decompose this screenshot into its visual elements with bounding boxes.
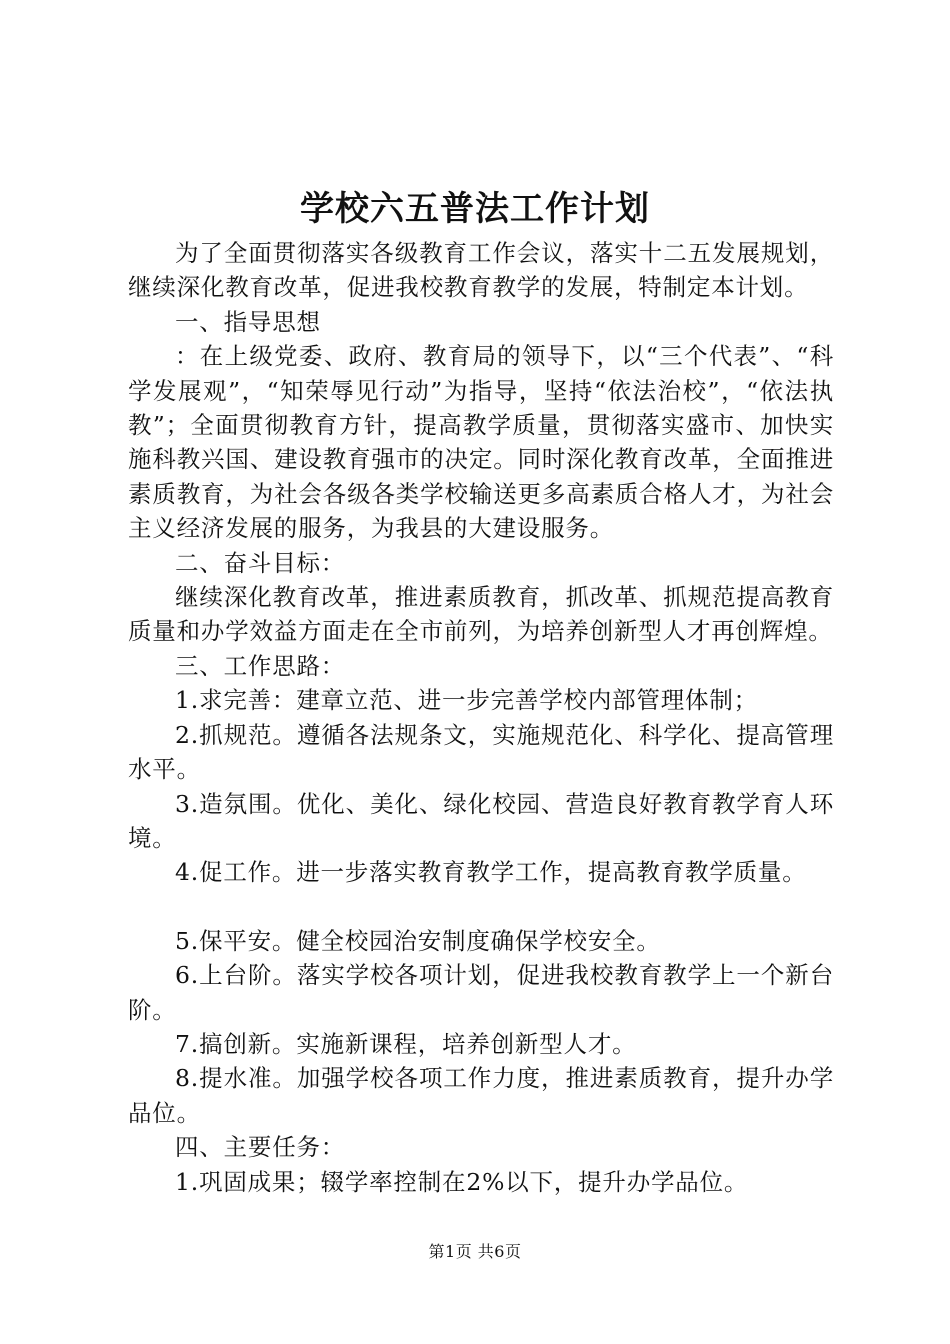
- list-item: 7.搞创新。实施新课程，培养创新型人才。: [175, 1029, 637, 1058]
- list-item: 2.抓规范。遵循各法规条文，实施规范化、科学化、提高管理水平。: [128, 720, 834, 784]
- list-item: 4.促工作。进一步落实教育教学工作，提高教育教学质量。: [175, 858, 807, 887]
- document-body: [128, 236, 834, 1199]
- blank-line: [128, 890, 834, 924]
- list-item: 3.造氛围。优化、美化、绿化校园、营造良好教育教学育人环境。: [128, 789, 834, 852]
- list-item: 1.求完善：建章立范、进一步完善学校内部管理体制；: [175, 686, 758, 715]
- guiding-thought-paragraph: ：在上级党委、政府、教育局的领导下，以“三个代表”、“科学发展观”，“知荣辱见行动”为指导，坚持“依法治校”，“依法执教”；全面贯彻教育方针，提高教学质量，贯彻落实盛市、加快实施科教兴国、建设教育强市的决定。同时深化教育改革，全面推进素质教育，为社会各级各类学校输送更多高素质合格人才，为社会主义经济发展的服务，为我县的大建设服务。: [128, 342, 834, 543]
- section-heading-goals: 二、奋斗目标：: [175, 548, 346, 577]
- page-number-footer: 第1页 共6页: [428, 1242, 522, 1261]
- goals-paragraph: 继续深化教育改革，推进素质教育，抓改革、抓规范提高教育质量和办学效益方面走在全市前列，为培养创新型人才再创辉煌。: [128, 583, 834, 646]
- section-heading-guiding-thought: 一、指导思想: [175, 307, 321, 336]
- list-item: 8.提水准。加强学校各项工作力度，推进素质教育，提升办学品位。: [128, 1064, 834, 1127]
- list-item: 6.上台阶。落实学校各项计划，促进我校教育教学上一个新台阶。: [128, 961, 834, 1024]
- list-item: 5.保平安。健全校园治安制度确保学校安全。: [175, 926, 661, 955]
- section-heading-work-approach: 三、工作思路：: [175, 651, 346, 680]
- intro-paragraph: 为了全面贯彻落实各级教育工作会议，落实十二五发展规划，继续深化教育改革，促进我校教育教学的发展，特制定本计划。: [128, 239, 834, 302]
- document-title: 学校六五普法工作计划: [300, 189, 650, 229]
- list-item: 1.巩固成果；辍学率控制在2%以下，提升办学品位。: [175, 1167, 749, 1196]
- section-heading-main-tasks: 四、主要任务：: [175, 1133, 346, 1162]
